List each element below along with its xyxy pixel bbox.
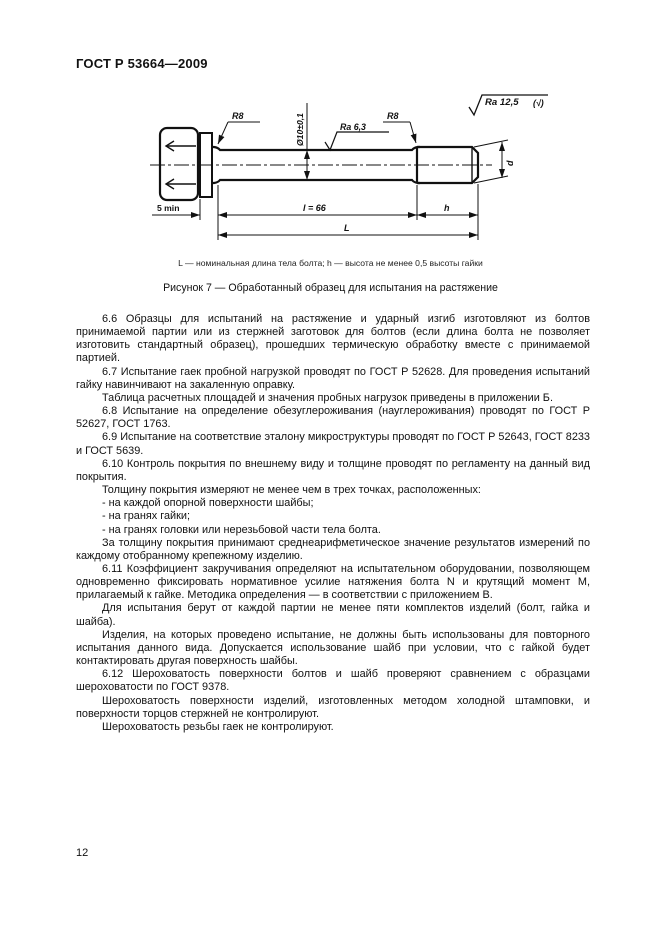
paragraph: 6.12 Шероховатость поверхности болтов и шайб проверяют сравнением с образцами шероховатости по ГОСТ 9378. bbox=[76, 668, 590, 694]
paragraph: 6.11 Коэффициент закручивания определяют на испытательном оборудовании, позволяющем одновременно фиксировать нормативное усилие натяжения болта N и крутящий момент M, прилагаемый к гайке. Методика определения — в соответствии с приложением В. bbox=[76, 562, 590, 602]
fillet-right-leader bbox=[383, 111, 416, 143]
head-stub-label: 5 min bbox=[157, 203, 180, 213]
gauge-diameter-label: Ø10±0,1 bbox=[295, 113, 305, 146]
dim-thread-length bbox=[417, 203, 478, 215]
paragraph-list-item: - на каждой опорной поверхности шайбы; bbox=[102, 497, 314, 510]
paragraph-list-item: - на гранях головки или нерезьбовой части тела болта. bbox=[102, 523, 381, 536]
fillet-left-label: R8 bbox=[232, 111, 244, 121]
fillet-left-leader bbox=[218, 111, 260, 144]
paragraph: 6.6 Образцы для испытаний на растяжение и ударный изгиб изготовляют из болтов принимаемой партии или из стержней заготовок для болтов (если длина болта не позволяет изготовить стандартный образец), прошедших термическую обработку вместе с принимаемой партией. bbox=[76, 313, 590, 365]
paragraph: Шероховатость резьбы гаек не контролируют. bbox=[102, 720, 334, 733]
thread-length-label: h bbox=[444, 203, 450, 213]
bolt-specimen-drawing bbox=[140, 88, 570, 248]
page-number: 12 bbox=[76, 847, 89, 859]
roughness-general-suffix: (√) bbox=[533, 98, 544, 108]
gauge-length-label: l = 66 bbox=[303, 203, 326, 213]
extension-lines bbox=[200, 184, 478, 240]
paragraph: Изделия, на которых проведено испытание, не должны быть использованы для повторного испытания данного вида. Допускается использование шайб при условии, что с гайкой будет контактировать другая поверхность шайбы. bbox=[76, 628, 590, 668]
paragraph: Для испытания берут от каждой партии не менее пяти комплектов изделий (болт, гайка и шайба). bbox=[76, 602, 590, 628]
dim-gauge-diameter bbox=[295, 103, 307, 180]
paragraph: 6.7 Испытание гаек пробной нагрузкой проводят по ГОСТ Р 52628. Для проведения испытаний гайку навинчивают на закаленную оправку. bbox=[76, 365, 590, 391]
fillet-right-label: R8 bbox=[387, 111, 399, 121]
dim-thread-diameter bbox=[474, 140, 515, 183]
roughness-gauge-symbol bbox=[325, 122, 389, 150]
figure-legend: L — номинальная длина тела болта; h — высота не менее 0,5 высоты гайки bbox=[178, 258, 483, 268]
figure-caption: Рисунок 7 — Обработанный образец для испытания на растяжение bbox=[163, 282, 498, 294]
paragraph: За толщину покрытия принимают среднеарифметическое значение результатов измерений по каждому отобранному крепежному изделию. bbox=[76, 536, 590, 562]
gauge-section bbox=[212, 147, 420, 183]
roughness-gauge-label: Ra 6,3 bbox=[340, 122, 366, 132]
paragraph: 6.9 Испытание на соответствие эталону микроструктуры проводят по ГОСТ Р 52643, ГОСТ 8233 и ГОСТ 5639. bbox=[76, 431, 590, 457]
roughness-general-symbol bbox=[469, 95, 548, 115]
paragraph-list-item: - на гранях гайки; bbox=[102, 510, 190, 523]
body-text bbox=[76, 313, 590, 734]
total-length-label: L bbox=[344, 223, 350, 233]
paragraph: Шероховатость поверхности изделий, изготовленных методом холодной штамповки, и поверхности торцов стержней не контролируют. bbox=[76, 694, 590, 720]
dim-total-length bbox=[218, 223, 478, 235]
figure-7-drawing bbox=[140, 88, 570, 248]
dim-head-stub bbox=[152, 203, 200, 215]
thread-diameter-label: d bbox=[505, 160, 515, 166]
paragraph: Толщину покрытия измеряют не менее чем в трех точках, расположенных: bbox=[102, 484, 481, 497]
roughness-general-label: Ra 12,5 bbox=[485, 97, 519, 108]
bolt-head bbox=[160, 128, 198, 200]
dim-gauge-length bbox=[218, 203, 417, 215]
doc-code: ГОСТ Р 53664—2009 bbox=[76, 56, 208, 71]
paragraph: Таблица расчетных площадей и значения пробных нагрузок приведены в приложении Б. bbox=[102, 391, 553, 404]
paragraph: 6.10 Контроль покрытия по внешнему виду и толщине проводят по регламенту на данный вид покрытия. bbox=[76, 457, 590, 483]
paragraph: 6.8 Испытание на определение обезуглероживания (науглероживания) проводят по ГОСТ Р 52627, ГОСТ 1763. bbox=[76, 405, 590, 431]
